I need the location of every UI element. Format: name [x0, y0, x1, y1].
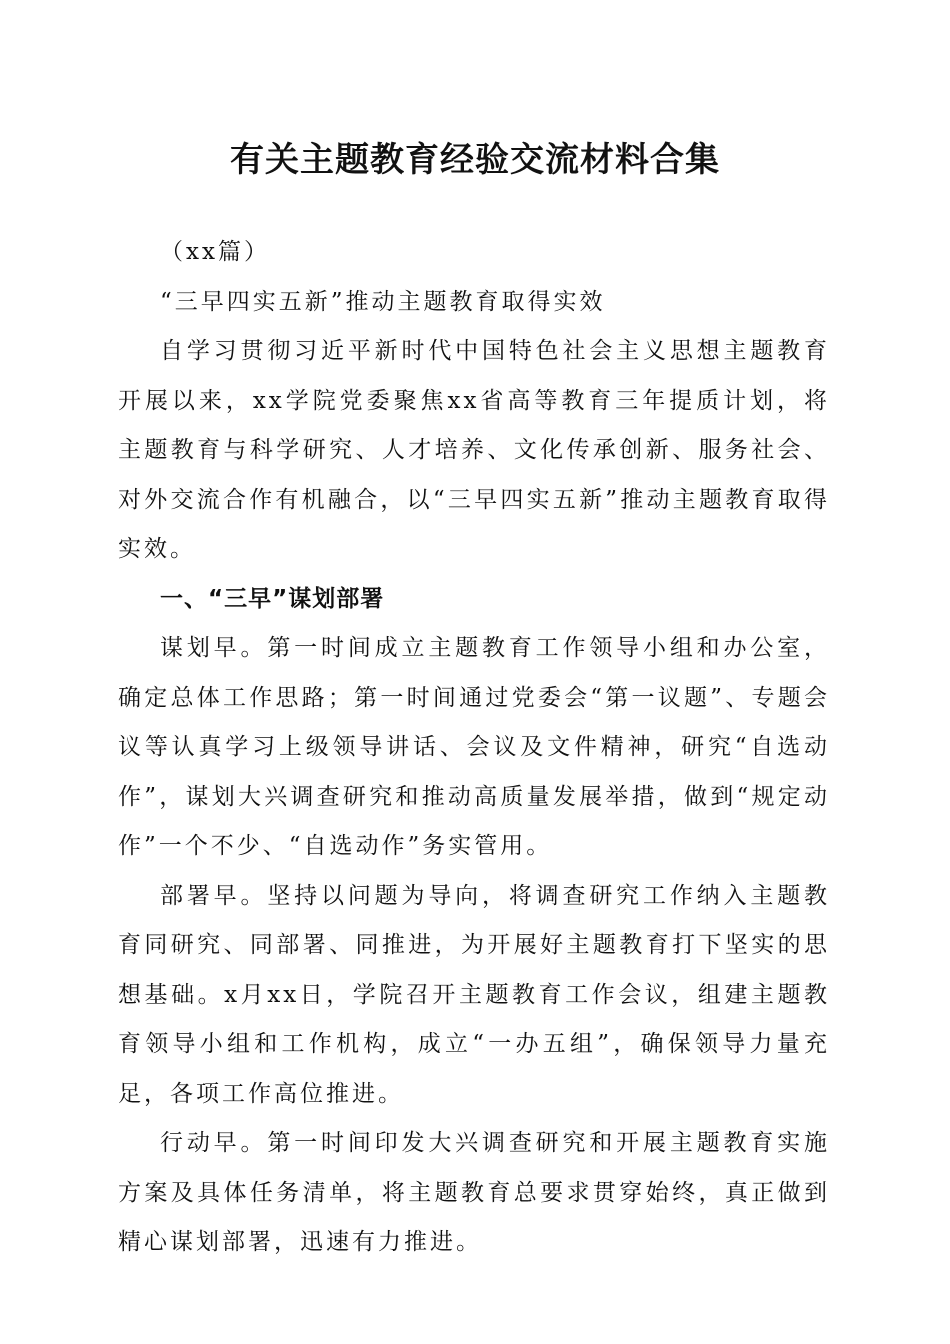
article-subtitle: “三早四实五新”推动主题教育取得实效 — [160, 288, 606, 315]
document-body — [118, 228, 830, 1268]
section-heading: 一、“三早”谋划部署 — [160, 585, 385, 612]
paragraph-deployment: 部署早。坚持以问题为导向，将调查研究工作纳入主题教育同研究、同部署、同推进，为开展好主题教育打下坚实的思想基础。x月xx日，学院召开主题教育工作会议，组建主题教育领导小组和工作机构，成立“一办五组”，确保领导力量充足，各项工作高位推进。 — [118, 882, 830, 1107]
document-title: 有关主题教育经验交流材料合集 — [230, 140, 720, 180]
part-label: （xx篇） — [160, 239, 270, 265]
paragraph-planning: 谋划早。第一时间成立主题教育工作领导小组和办公室，确定总体工作思路；第一时间通过党委会“第一议题”、专题会议等认真学习上级领导讲话、会议及文件精神，研究“自选动作”，谋划大兴调查研究和推动高质量发展举措，做到“规定动作”一个不少、“自选动作”务实管用。 — [118, 635, 830, 859]
intro-paragraph: 自学习贯彻习近平新时代中国特色社会主义思想主题教育开展以来，xx学院党委聚焦xx省高等教育三年提质计划，将主题教育与科学研究、人才培养、文化传承创新、服务社会、对外交流合作有机融合，以“三早四实五新”推动主题教育取得实效。 — [118, 338, 830, 562]
paragraph-action: 行动早。第一时间印发大兴调查研究和开展主题教育实施方案及具体任务清单，将主题教育总要求贯穿始终，真正做到精心谋划部署，迅速有力推进。 — [118, 1130, 830, 1255]
